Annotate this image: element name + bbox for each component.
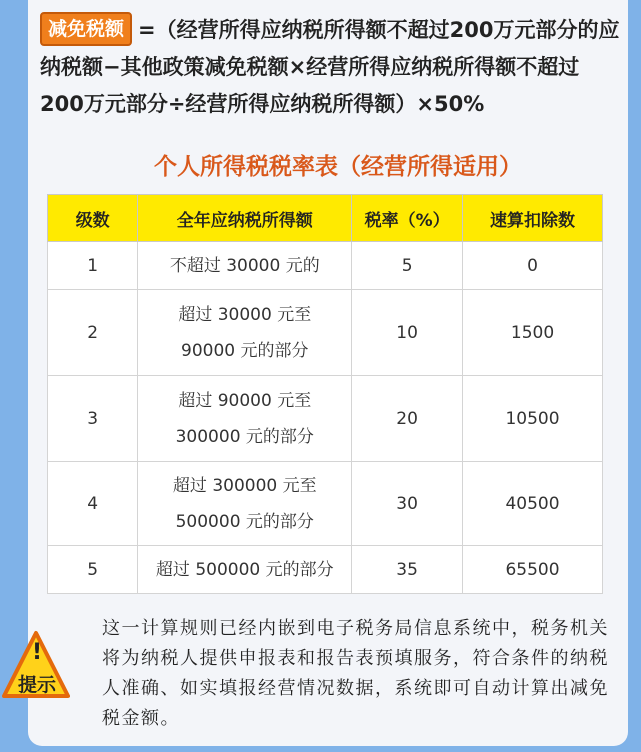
income-cell bbox=[138, 290, 352, 376]
income-line: 不超过 30000 元的 bbox=[169, 255, 320, 276]
income-cell bbox=[138, 462, 352, 546]
income-line: 500000 元的部分 bbox=[175, 511, 314, 532]
deduction-cell: 40500 bbox=[463, 462, 603, 546]
table-row bbox=[48, 546, 603, 594]
deduction-badge: 减免税额 bbox=[40, 12, 132, 46]
tax-rate-table bbox=[47, 194, 603, 594]
income-line: 300000 元的部分 bbox=[175, 426, 314, 447]
level-cell: 1 bbox=[48, 242, 138, 290]
deduction-cell: 10500 bbox=[463, 376, 603, 462]
deduction-cell: 65500 bbox=[463, 546, 603, 594]
deduction-cell: 1500 bbox=[463, 290, 603, 376]
table-row bbox=[48, 290, 603, 376]
rate-cell: 10 bbox=[352, 290, 463, 376]
income-cell bbox=[138, 242, 352, 290]
table-row bbox=[48, 462, 603, 546]
rate-cell: 30 bbox=[352, 462, 463, 546]
tip-text: 这一计算规则已经内嵌到电子税务局信息系统中，税务机关将为纳税人提供申报表和报告表预填服务，符合条件的纳税人准确、如实填报经营情况数据，系统即可自动计算出减免税金额。 bbox=[102, 618, 609, 729]
rate-cell: 5 bbox=[352, 242, 463, 290]
header-income: 全年应纳税所得额 bbox=[138, 195, 352, 242]
income-line: 超过 500000 元的部分 bbox=[155, 559, 334, 580]
header-level: 级数 bbox=[48, 195, 138, 242]
table-title: 个人所得税税率表（经营所得适用） bbox=[154, 154, 522, 180]
tip-label: 提示 bbox=[17, 674, 56, 696]
table-header-row bbox=[48, 195, 603, 242]
income-cell bbox=[138, 376, 352, 462]
level-cell: 2 bbox=[48, 290, 138, 376]
table-row bbox=[48, 376, 603, 462]
table-row bbox=[48, 242, 603, 290]
rate-cell: 20 bbox=[352, 376, 463, 462]
income-line: 超过 300000 元至 bbox=[172, 475, 317, 496]
header-deduction: 速算扣除数 bbox=[463, 195, 603, 242]
header-rate: 税率（%） bbox=[352, 195, 463, 242]
income-line: 90000 元的部分 bbox=[181, 340, 309, 361]
content-card bbox=[28, 0, 628, 746]
warning-triangle-icon bbox=[2, 630, 70, 700]
level-cell: 3 bbox=[48, 376, 138, 462]
income-line: 超过 90000 元至 bbox=[178, 390, 312, 411]
level-cell: 5 bbox=[48, 546, 138, 594]
formula-text: =（经营所得应纳税所得额不超过200万元部分的应纳税额−其他政策减免税额×经营所得应纳税所得额不超过200万元部分÷经营所得应纳税所得额）×50% bbox=[40, 18, 620, 116]
income-cell bbox=[138, 546, 352, 594]
exclamation-mark: ! bbox=[31, 640, 43, 665]
rate-cell: 35 bbox=[352, 546, 463, 594]
deduction-cell: 0 bbox=[463, 242, 603, 290]
income-line: 超过 30000 元至 bbox=[178, 304, 312, 325]
level-cell: 4 bbox=[48, 462, 138, 546]
formula-block bbox=[40, 12, 620, 123]
